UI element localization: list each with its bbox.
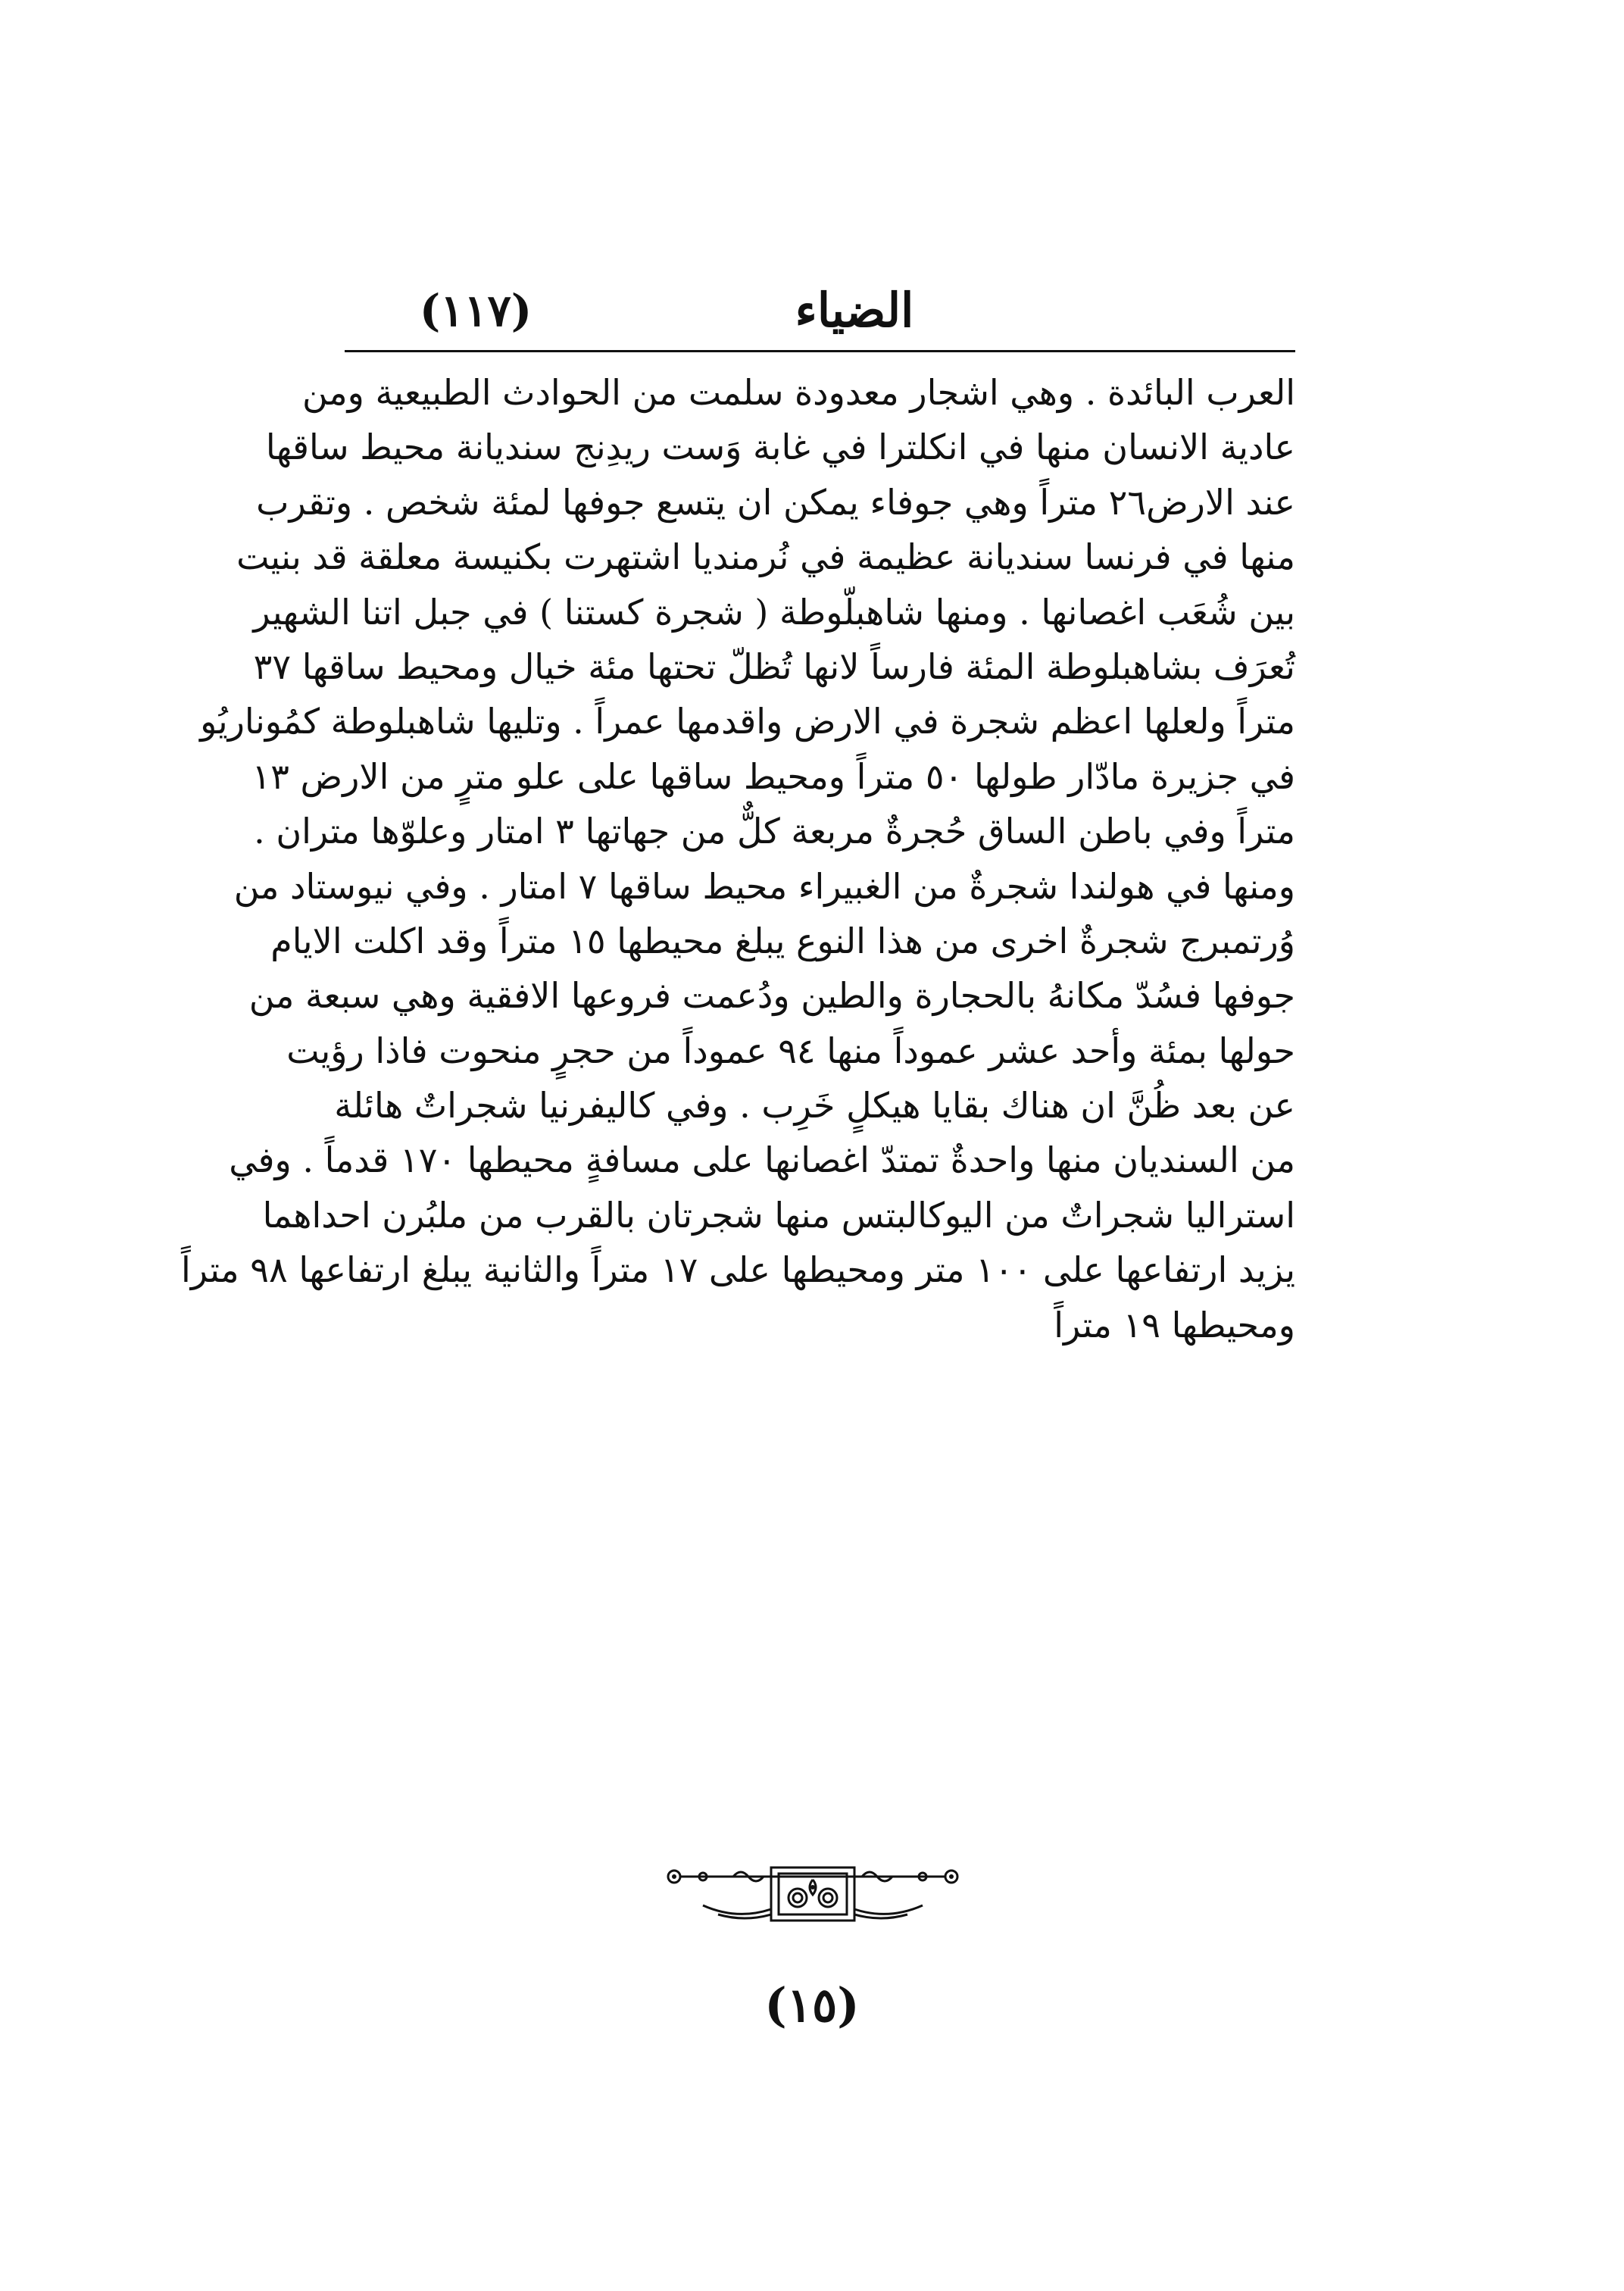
text-line: متراً ولعلها اعظم شجرة في الارض واقدمها عمراً . وتليها شاهبلوطة كمُوناريُو <box>200 701 1295 742</box>
text-line: متراً وفي باطن الساق حُجرةٌ مربعة كلٌّ من جهاتها ٣ امتار وعلوّها متران . <box>254 811 1295 852</box>
page-number: (١٥) <box>764 1977 860 2033</box>
text-line: بين شُعَب اغصانها . ومنها شاهبلّوطة ( شجرة كستنا ) في جبل اتنا الشهير <box>253 591 1295 633</box>
text-line: جوفها فسُدّ مكانهُ بالحجارة والطين ودُعمت فروعها الافقية وهي سبعة من <box>248 975 1295 1017</box>
text-line: ومنها في هولندا شجرةٌ من الغبيراء محيط ساقها ٧ امتار . وفي نيوستاد من <box>233 865 1295 907</box>
text-line: يزيد ارتفاعها على ١٠٠ متر ومحيطها على ١٧ متراً والثانية يبلغ ارتفاعها ٩٨ متراً <box>180 1249 1295 1291</box>
header-page-reference: (١١٧) <box>419 285 532 336</box>
header-divider <box>345 350 1295 352</box>
journal-title: الضياء <box>795 283 914 338</box>
ornament-divider-icon <box>657 1860 968 1932</box>
text-line: منها في فرنسا سنديانة عظيمة في نُرمنديا اشتهرت بكنيسة معلقة قد بنيت <box>236 536 1295 578</box>
text-line: في جزيرة مادّار طولها ٥٠ متراً ومحيط ساقها على علو مترٍ من الارض ١٣ <box>251 755 1295 797</box>
text-line: ومحيطها ١٩ متراً <box>1054 1304 1295 1346</box>
article-body <box>180 365 1295 1352</box>
text-line: حولها بمئة وأحد عشر عموداً منها ٩٤ عموداً من حجرٍ منحوت فاذا رؤيت <box>286 1030 1295 1071</box>
text-line: من السنديان منها واحدةٌ تمتدّ اغصانها على مسافةٍ محيطها ١٧٠ قدماً . وفي <box>229 1139 1295 1181</box>
running-header <box>347 273 1294 348</box>
text-line: عن بعد ظُنَّ ان هناك بقايا هيكلٍ خَرِب . وفي كاليفرنيا شجراتٌ هائلة <box>334 1085 1295 1127</box>
text-line: استراليا شجراتٌ من اليوكالبتس منها شجرتان بالقرب من ملبُرن احداهما <box>262 1194 1295 1236</box>
text-line: عند الارض٢٦ متراً وهي جوفاء يمكن ان يتسع جوفها لمئة شخص . وتقرب <box>256 481 1295 523</box>
text-line: وُرتمبرج شجرةٌ اخرى من هذا النوع يبلغ محيطها ١٥ متراً وقد اكلت الايام <box>270 920 1295 961</box>
text-line: العرب البائدة . وهي اشجار معدودة سلمت من الحوادث الطبيعية ومن <box>302 372 1295 413</box>
text-line: عادية الانسان منها في انكلترا في غابة وَست ريدِنج سنديانة محيط ساقها <box>265 427 1295 468</box>
text-line: تُعرَف بشاهبلوطة المئة فارساً لانها تُظلّ تحتها مئة خيال ومحيط ساقها ٣٧ <box>253 645 1295 687</box>
